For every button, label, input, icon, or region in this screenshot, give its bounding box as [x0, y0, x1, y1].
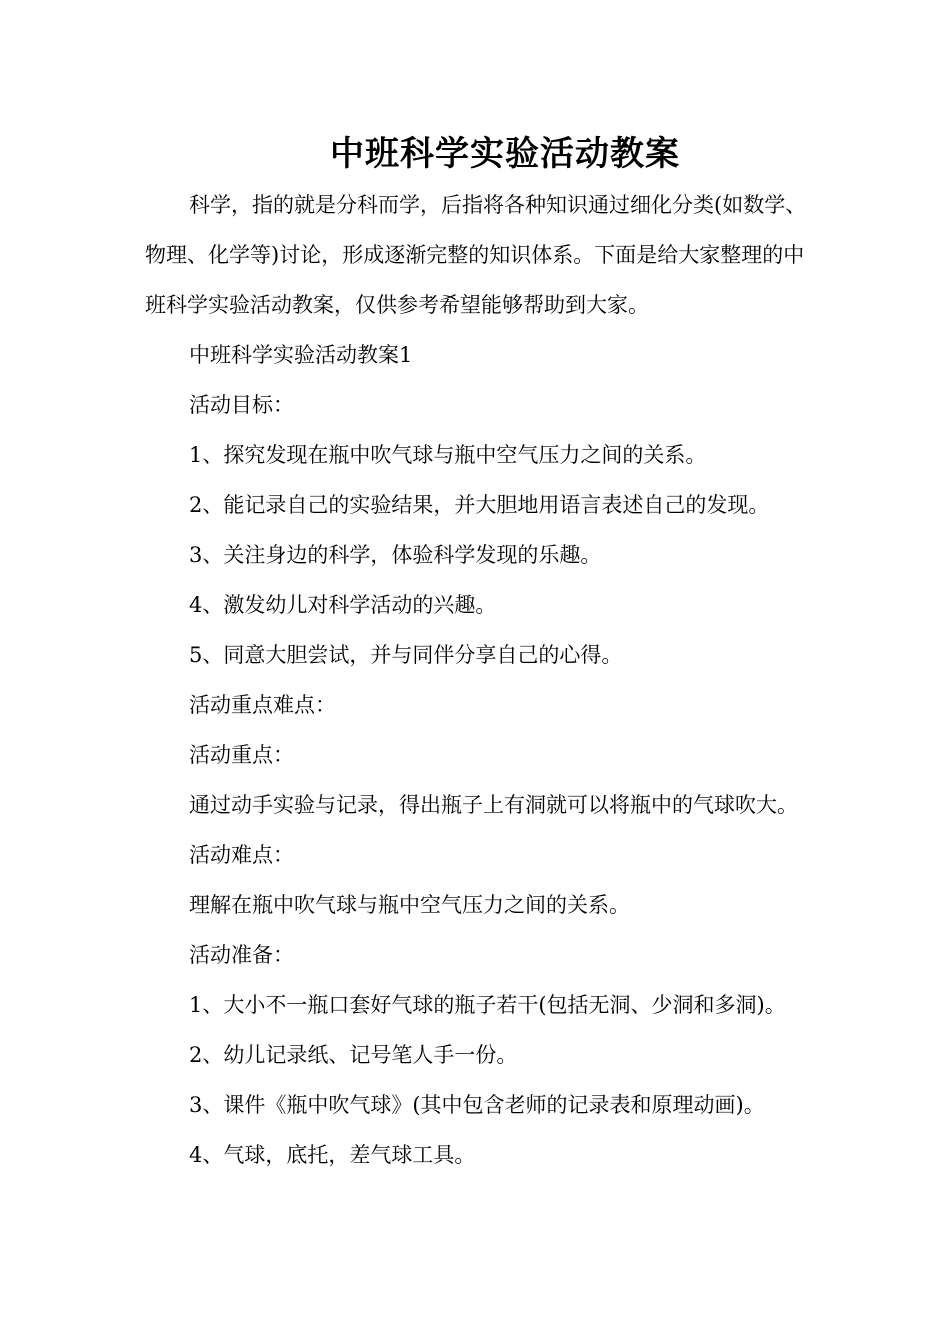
paragraph: 活动目标：: [189, 393, 294, 417]
list-item: 2、能记录自己的实验结果，并大胆地用语言表述自己的发现。: [189, 493, 770, 517]
document-title: 中班科学实验活动教案: [330, 134, 680, 174]
list-item: 3、课件《瓶中吹气球》(其中包含老师的记录表和原理动画)。: [189, 1093, 765, 1117]
section-heading: 中班科学实验活动教案1: [189, 343, 413, 367]
list-item: 5、同意大胆尝试，并与同伴分享自己的心得。: [189, 643, 623, 667]
list-item: 4、气球，底托，差气球工具。: [189, 1143, 476, 1167]
paragraph: 活动准备：: [189, 943, 294, 967]
document-body: [145, 180, 825, 1180]
list-item: 1、探究发现在瓶中吹气球与瓶中空气压力之间的关系。: [189, 443, 707, 467]
intro-paragraph: 科学，指的就是分科而学，后指将各种知识通过细化分类(如数学、物理、化学等)讨论，形成逐渐完整的知识体系。下面是给大家整理的中班科学实验活动教案，仅供参考希望能够帮助到大家。: [145, 193, 807, 317]
list-item: 1、大小不一瓶口套好气球的瓶子若干(包括无洞、少洞和多洞)。: [189, 993, 786, 1017]
paragraph: 通过动手实验与记录，得出瓶子上有洞就可以将瓶中的气球吹大。: [189, 793, 798, 817]
list-item: 2、幼儿记录纸、记号笔人手一份。: [189, 1043, 518, 1067]
paragraph: 活动重点：: [189, 743, 294, 767]
list-item: 3、关注身边的科学，体验科学发现的乐趣。: [189, 543, 602, 567]
list-item: 4、激发幼儿对科学活动的兴趣。: [189, 593, 497, 617]
paragraph: 活动重点难点：: [189, 693, 336, 717]
paragraph: 活动难点：: [189, 843, 294, 867]
paragraph: 理解在瓶中吹气球与瓶中空气压力之间的关系。: [189, 893, 630, 917]
